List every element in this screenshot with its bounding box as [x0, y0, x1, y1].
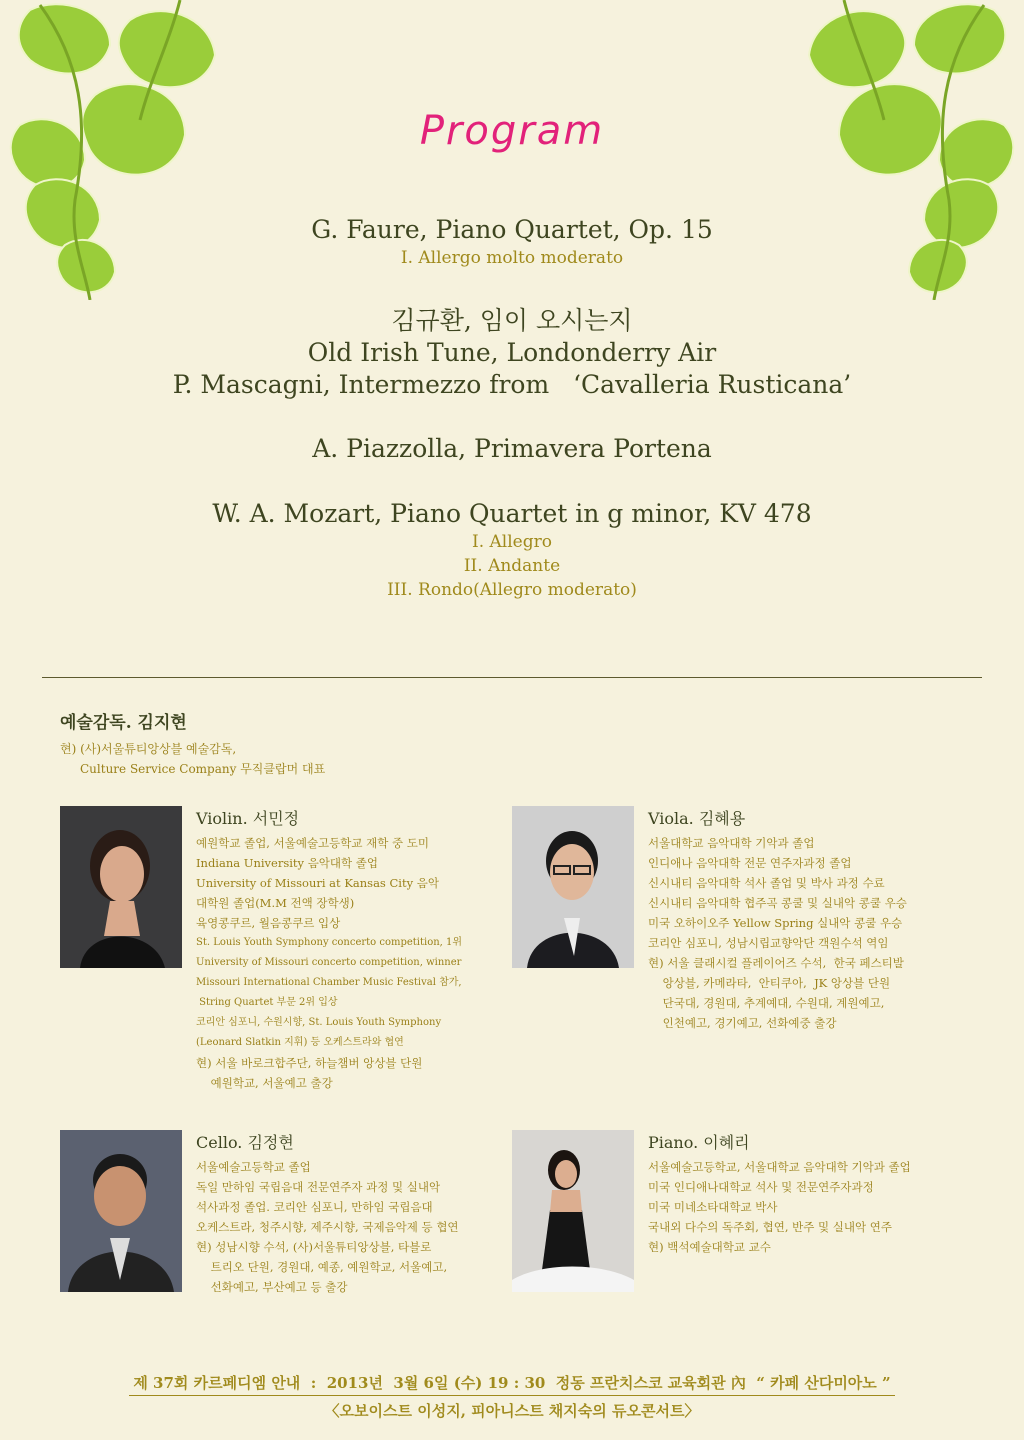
viola-bio — [648, 806, 953, 1033]
violin-bio — [196, 806, 501, 1093]
bio-line: 현) (사)서울튜티앙상블 예술감독, — [60, 742, 237, 756]
piece-title: G. Faure, Piano Quartet, Op. 15 — [311, 215, 713, 244]
bio-line: 미국 미네소타대학교 박사 — [648, 1200, 778, 1214]
piano-bio — [648, 1130, 968, 1257]
director-section — [60, 708, 325, 779]
bio-line: 현) 성남시향 수석, (사)서울튜티앙상블, 타블로 — [196, 1240, 432, 1254]
cellist-photo — [60, 1130, 182, 1292]
footer-subtitle: 〈오보이스트 이성지, 피아니스트 채지숙의 듀오콘서트〉 — [324, 1402, 700, 1420]
program-item-faure — [0, 214, 1024, 270]
movement: I. Allegro — [472, 532, 552, 552]
bio-line: 현) 서울 바로크합주단, 하늘챔버 앙상블 단원 — [196, 1056, 423, 1070]
bio-line: 독일 만하임 국립음대 전문연주자 과정 및 실내악 — [196, 1180, 441, 1194]
bio-line: Culture Service Company 무직클랍머 대표 — [80, 762, 326, 776]
program-item-piazzolla — [0, 433, 1024, 465]
director-name: 예술감독. 김지현 — [60, 713, 187, 733]
bio-line: 인디애나 음악대학 전문 연주자과정 졸업 — [648, 856, 852, 870]
violinist-photo — [60, 806, 182, 968]
bio-line: 단국대, 경원대, 추계예대, 수원대, 계원예고, — [648, 996, 885, 1010]
bio-line: 트리오 단원, 경원대, 예종, 예원학교, 서울예고, — [196, 1260, 448, 1274]
footer — [0, 1372, 1024, 1421]
bio-line: 서울대학교 음악대학 기악과 졸업 — [648, 836, 815, 850]
performer-name: Piano. 이혜리 — [648, 1133, 750, 1152]
bio-line: 서울예술고등학교, 서울대학교 음악대학 기악과 졸업 — [648, 1160, 911, 1174]
bio-line: 오케스트라, 청주시향, 제주시향, 국제음악제 등 협연 — [196, 1220, 459, 1234]
pianist-photo — [512, 1130, 634, 1292]
piece-title: Old Irish Tune, Londonderry Air — [307, 338, 717, 367]
program-item-kim — [0, 305, 1024, 337]
bio-line: 인천예고, 경기예고, 선화예중 출강 — [648, 1016, 837, 1030]
cello-bio — [196, 1130, 501, 1297]
piece-title: A. Piazzolla, Primavera Portena — [312, 434, 712, 463]
bio-line: 신시내티 음악대학 석사 졸업 및 박사 과정 수료 — [648, 876, 885, 890]
page-title: Program — [419, 108, 605, 154]
bio-line: Missouri International Chamber Music Festival 참가, — [196, 977, 462, 988]
bio-line: 현) 백석예술대학교 교수 — [648, 1240, 771, 1254]
violist-photo — [512, 806, 634, 968]
bio-line: 대학원 졸업(M.M 전액 장학생) — [196, 896, 355, 910]
bio-line: 서울예술고등학교 졸업 — [196, 1160, 311, 1174]
bio-line: 현) 서울 클래시컬 플레이어즈 수석, 한국 페스티발 — [648, 956, 904, 970]
piece-title: W. A. Mozart, Piano Quartet in g minor, KV 478 — [212, 499, 812, 528]
bio-line: 신시내티 음악대학 협주곡 콩쿨 및 실내악 콩쿨 우승 — [648, 896, 907, 910]
bio-line: 코리안 심포니, 수원시향, St. Louis Youth Symphony — [196, 1017, 442, 1028]
bio-line: (Leonard Slatkin 지휘) 등 오케스트라와 협연 — [196, 1037, 404, 1048]
bio-line: St. Louis Youth Symphony concerto competition, 1위 — [196, 937, 463, 948]
bio-line: University of Missouri at Kansas City 음악 — [196, 876, 439, 890]
bio-line: 앙상블, 카메라타, 안티쿠아, JK 앙상블 단원 — [648, 976, 891, 990]
bio-line: Indiana University 음악대학 졸업 — [196, 856, 379, 870]
divider — [42, 677, 982, 678]
bio-line: 미국 오하이오주 Yellow Spring 실내악 콩쿨 우승 — [648, 916, 903, 930]
bio-line: 예원학교 졸업, 서울예술고등학교 재학 중 도미 — [196, 836, 430, 850]
bio-line: University of Missouri concerto competition, winner — [196, 957, 462, 968]
performer-name: Violin. 서민정 — [196, 809, 300, 828]
program-item-mozart — [0, 498, 1024, 602]
bio-line: 육영콩쿠르, 월음콩쿠르 입상 — [196, 916, 341, 930]
bio-line: 미국 인디애나대학교 석사 및 전문연주자과정 — [648, 1180, 874, 1194]
performer-name: Viola. 김혜용 — [648, 809, 746, 828]
movement: III. Rondo(Allegro moderato) — [387, 580, 637, 600]
program-item-mascagni — [0, 369, 1024, 401]
bio-line: 예원학교, 서울예고 출강 — [196, 1076, 333, 1090]
bio-line: String Quartet 부문 2위 입상 — [196, 997, 338, 1008]
bio-line: 코리안 심포니, 성남시립교향악단 객원수석 역임 — [648, 936, 889, 950]
bio-line: 석사과정 졸업. 코리안 심포니, 만하임 국립음대 — [196, 1200, 433, 1214]
movement: I. Allergo molto moderato — [400, 248, 624, 268]
bio-line: 선화예고, 부산예고 등 출강 — [196, 1280, 348, 1294]
piece-title: 김규환, 임이 오시는지 — [391, 306, 633, 335]
program-item-irish — [0, 337, 1024, 369]
performer-name: Cello. 김정현 — [196, 1133, 294, 1152]
piece-title: P. Mascagni, Intermezzo from ‘Cavalleria Rusticana’ — [172, 370, 852, 399]
footer-notice: 제 37회 카르페디엠 안내 : 2013년 3월 6일 (수) 19 : 30 정동 프란치스코 교육회관 內 “ 카페 산다미아노 ” — [129, 1372, 894, 1396]
bio-line: 국내외 다수의 독주회, 협연, 반주 및 실내악 연주 — [648, 1220, 892, 1234]
movement: II. Andante — [463, 556, 561, 576]
